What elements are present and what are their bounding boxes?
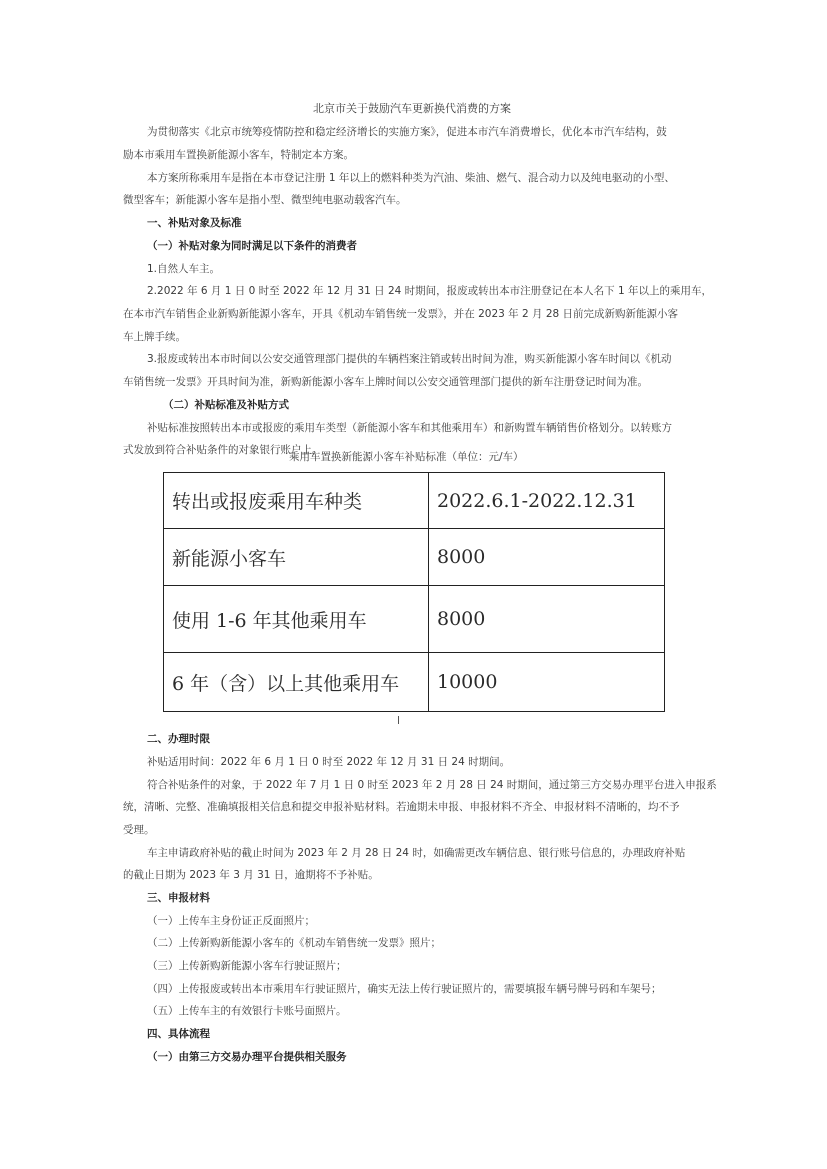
section2-p3-line: 车主申请政府补贴的截止时间为 2023 年 2 月 28 日 24 时，如确需更改车辆信息、银行账号信息的，办理政府补贴 [147, 847, 686, 859]
item3-line: 3.报废或转出本市时间以公安交通管理部门提供的车辆档案注销或转出时间为准，购买新能源小客车时间以《机动 [147, 353, 672, 365]
table-cell: 8000 [429, 529, 665, 586]
table-cell: 10000 [429, 653, 665, 712]
table-row [164, 586, 665, 653]
table-header-cell: 2022.6.1-2022.12.31 [429, 473, 665, 529]
table-caption: 乘用车置换新能源小客车补贴标准（单位：元/车） [289, 451, 524, 463]
table-cell: 8000 [429, 586, 665, 653]
section2-p3-line: 的截止日期为 2023 年 3 月 31 日，逾期将不予补贴。 [123, 869, 379, 881]
item2-line: 车上牌手续。 [123, 331, 186, 343]
section3-item: （四）上传报废或转出本市乘用车行驶证照片，确实无法上传行驶证照片的，需要填报车辆号牌号码和车架号； [147, 983, 662, 995]
table-tick-mark [398, 716, 399, 724]
intro-line: 为贯彻落实《北京市统筹疫情防控和稳定经济增长的实施方案》，促进本市汽车消费增长，优化本市汽车结构，鼓 [147, 126, 667, 138]
intro-line: 本方案所称乘用车是指在本市登记注册 1 年以上的燃料种类为汽油、柴油、燃气、混合动力以及纯电驱动的小型、 [147, 172, 675, 184]
table-header-cell: 转出或报废乘用车种类 [164, 473, 429, 529]
subsidy-table [163, 472, 665, 712]
section4-heading: 四、具体流程 [147, 1028, 210, 1040]
section3-item: （五）上传车主的有效银行卡账号面照片。 [147, 1005, 347, 1017]
section4-sub1-heading: （一）由第三方交易办理平台提供相关服务 [147, 1051, 347, 1063]
section3-item: （一）上传车主身份证正反面照片； [147, 915, 315, 927]
intro-line: 励本市乘用车置换新能源小客车，特制定本方案。 [123, 149, 354, 161]
section2-p2-line: 统，清晰、完整、准确填报相关信息和提交申报补贴材料。若逾期未申报、申报材料不齐全、申报材料不清晰的，均不予 [123, 801, 680, 813]
table-cell: 新能源小客车 [164, 529, 429, 586]
section2-p2-line: 符合补贴条件的对象，于 2022 年 7 月 1 日 0 时至 2023 年 2 月 28 日 24 时期间，通过第三方交易办理平台进入申报系 [147, 779, 717, 791]
table-row [164, 653, 665, 712]
section2-heading: 二、办理时限 [147, 733, 210, 745]
section3-heading: 三、申报材料 [147, 892, 210, 904]
table-cell: 使用 1-6 年其他乘用车 [164, 586, 429, 653]
item2-line: 2.2022 年 6 月 1 日 0 时至 2022 年 12 月 31 日 24 时期间，报废或转出本市注册登记在本人名下 1 年以上的乘用车， [147, 285, 713, 297]
section3-item: （三）上传新购新能源小客车行驶证照片； [147, 960, 347, 972]
section1-heading: 一、补贴对象及标准 [147, 217, 242, 229]
item3-line: 车销售统一发票》开具时间为准，新购新能源小客车上牌时间以公安交通管理部门提供的新车注册登记时间为准。 [123, 376, 648, 388]
intro-line: 微型客车；新能源小客车是指小型、微型纯电驱动载客汽车。 [123, 194, 407, 206]
section2-p1: 补贴适用时间：2022 年 6 月 1 日 0 时至 2022 年 12 月 31 日 24 时期间。 [147, 756, 511, 768]
section1-sub2-heading: （二）补贴标准及补贴方式 [163, 399, 289, 411]
section1-sub1-heading: （一）补贴对象为同时满足以下条件的消费者 [147, 240, 357, 252]
table-header-row [164, 473, 665, 529]
sub2-text-line: 补贴标准按照转出本市或报废的乘用车类型（新能源小客车和其他乘用车）和新购置车辆销售价格划分。以转账方 [147, 422, 672, 434]
item2-line: 在本市汽车销售企业新购新能源小客车，开具《机动车销售统一发票》，并在 2023 年 2 月 28 日前完成新购新能源小客 [123, 308, 679, 320]
item1: 1.自然人车主。 [147, 263, 221, 275]
document-title: 北京市关于鼓励汽车更新换代消费的方案 [313, 102, 511, 115]
section2-p2-line: 受理。 [123, 824, 155, 836]
section3-item: （二）上传新购新能源小客车的《机动车销售统一发票》照片； [147, 937, 441, 949]
sub2-text-line: 式发放到符合补贴条件的对象银行账户上。 [123, 444, 323, 456]
table-cell: 6 年（含）以上其他乘用车 [164, 653, 429, 712]
table-row [164, 529, 665, 586]
